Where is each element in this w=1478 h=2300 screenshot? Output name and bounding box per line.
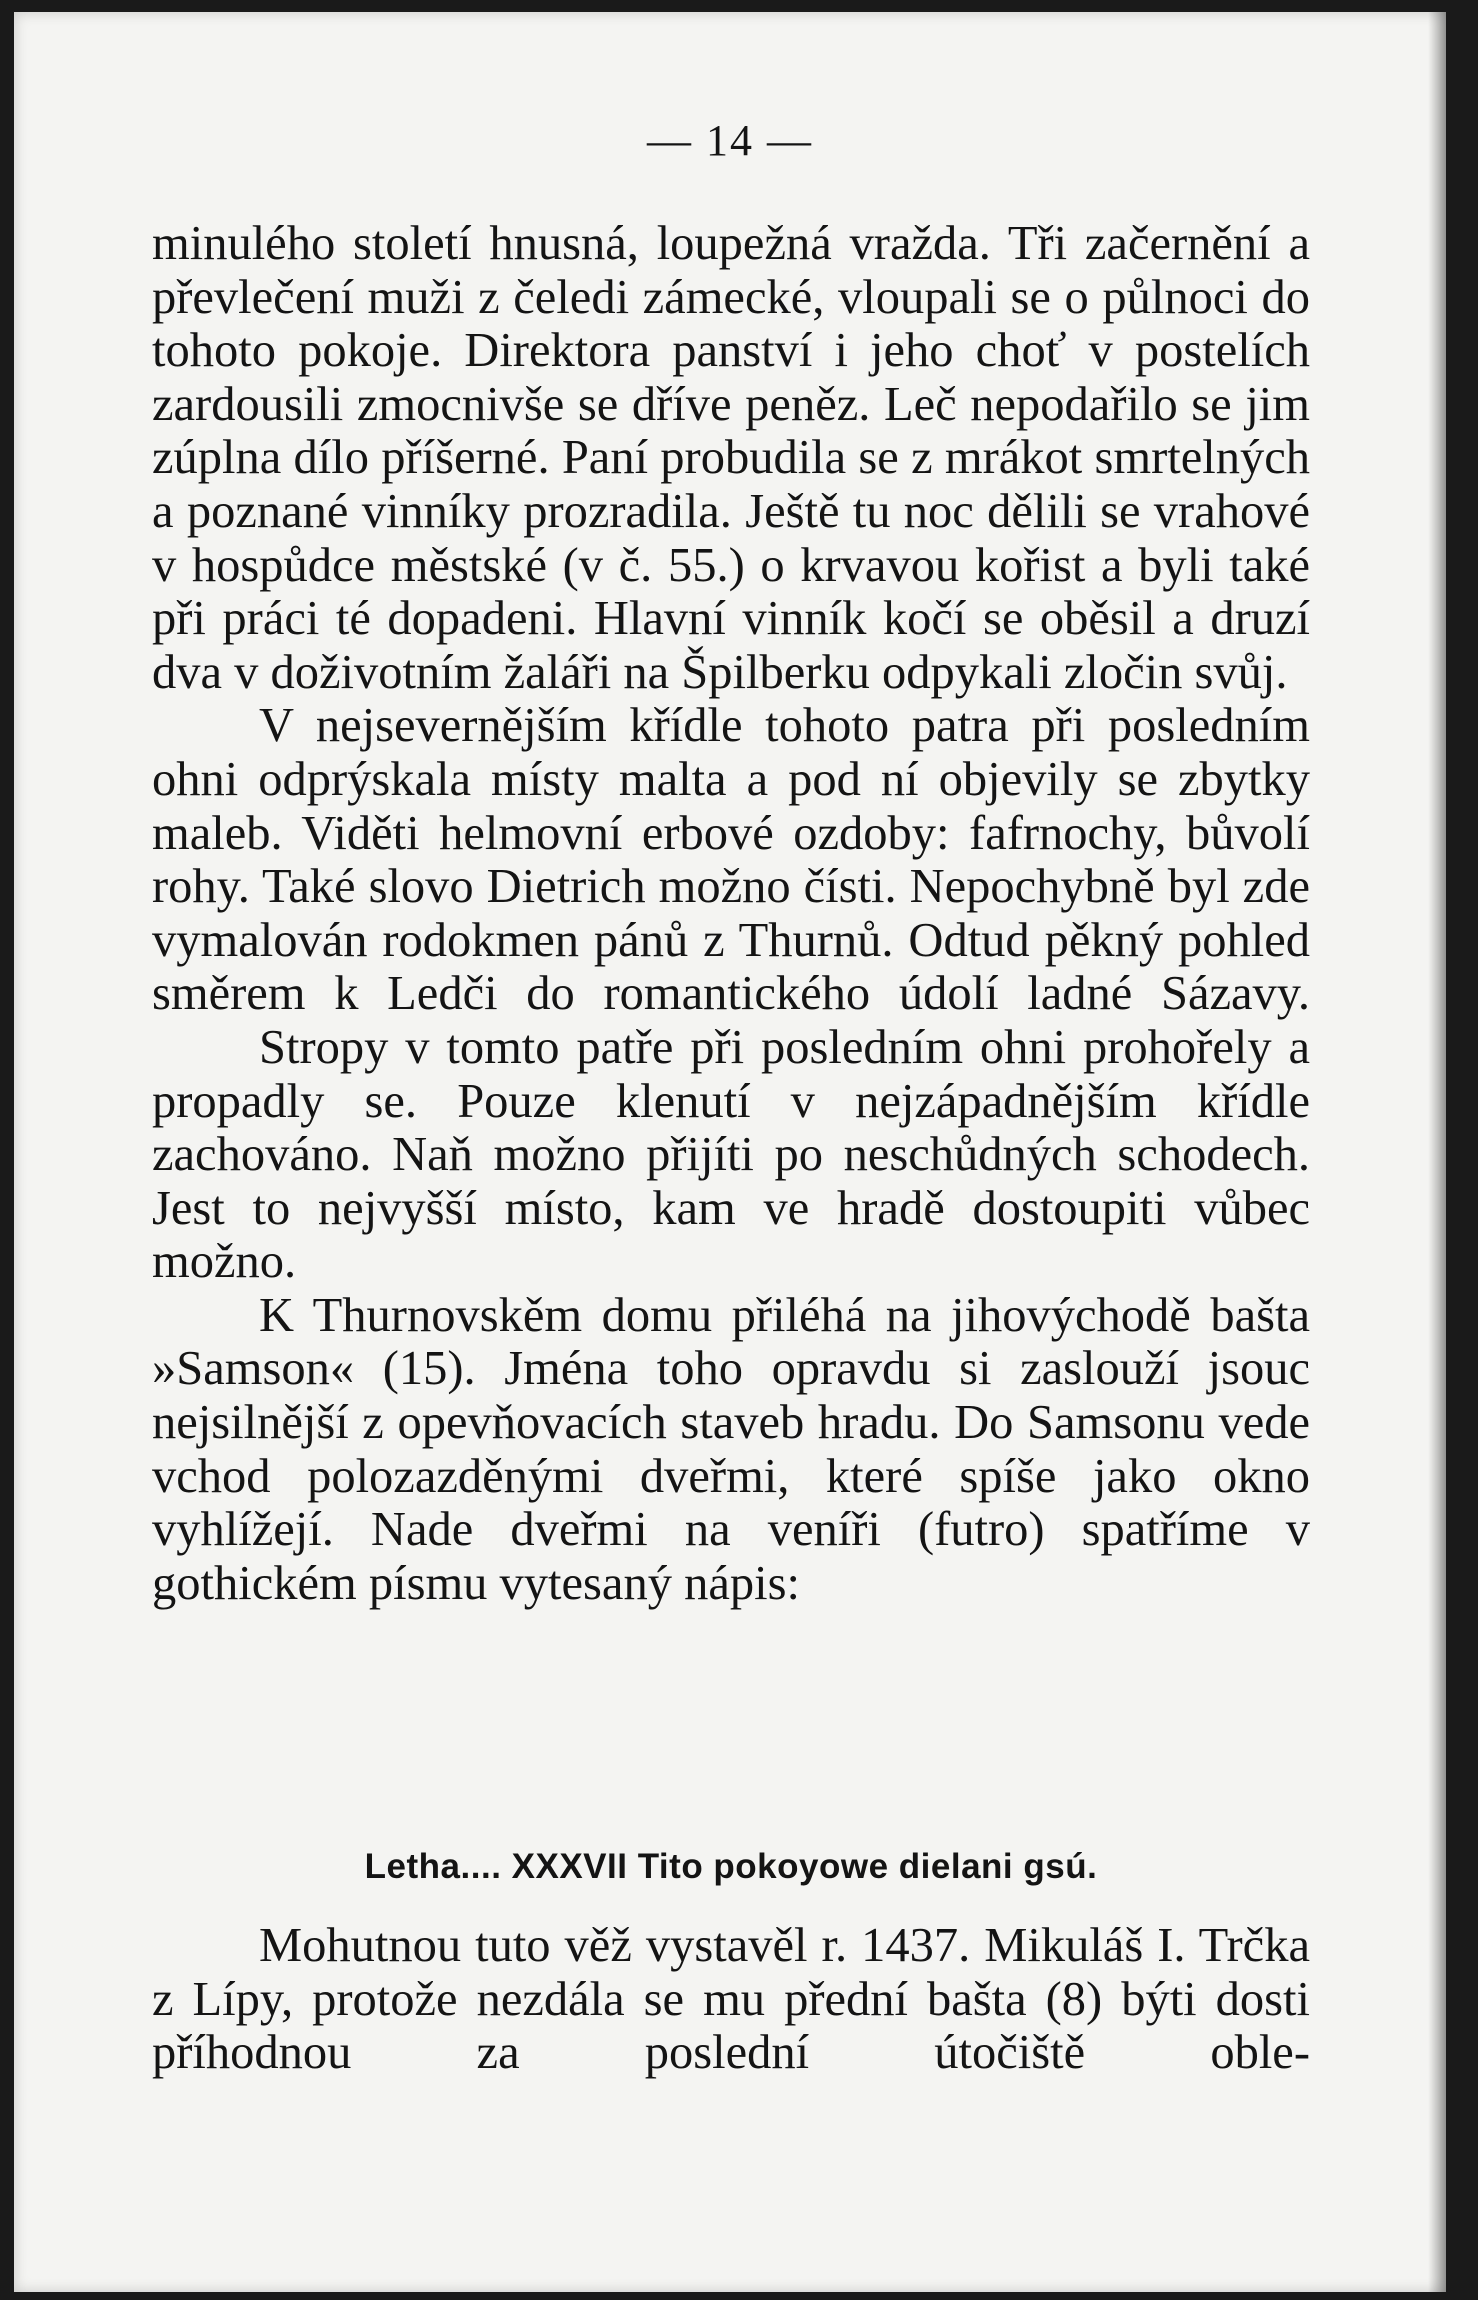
paragraph-1: minulého století hnusná, loupežná vražda. Tři začernění a převlečení muži z čeledi zámecké, vloupali se o půlnoci do tohoto pokoje. Direktora panství i jeho choť v postelích zardousili zmocnivše se dříve peněz. Leč nepodařilo se jim zúplna dílo příšerné. Paní probudila se z mrákot smrtelných a poznané vinníky prozradila. Ještě tu noc dělili se vrahové v hospůdce městské (v č. 55.) o krvavou kořist a byli také při práci té dopadeni. Hlavní vinník kočí se oběsil a druzí dva v doživotním žaláři na Špilberku odpykali zločin svůj. — [152, 217, 1310, 699]
continuation-text — [152, 1919, 1310, 2080]
paragraph-5: Mohutnou tuto věž vystavěl r. 1437. Mikuláš I. Trčka z Lípy, protože nezdála se mu přední bašta (8) býti dosti příhodnou za poslední útočiště oble- — [152, 1919, 1310, 2080]
gothic-inscription: Letha.... XXXVII Tito pokoyowe dielani gsú. — [364, 1847, 1098, 1886]
main-text — [152, 217, 1310, 1610]
paragraph-3: Stropy v tomto patře při posledním ohni prohořely a propadly se. Pouze klenutí v nejzápadnějším křídle zachováno. Naň možno přijíti po neschůdných schodech. Jest to nejvyšší místo, kam ve hradě dostoupiti vůbec možno. — [152, 1020, 1310, 1289]
paragraph-2: V nejsevernějším křídle tohoto patra při posledním ohni odprýskala místy malta a pod ní objevily se zbytky maleb. Viděti helmovní erbové ozdoby: fafrnochy, bůvolí rohy. Také slovo Dietrich možno čísti. Nepochybně byl zde vymalován rodokmen pánů z Thurnů. Odtud pěkný pohled směrem k Ledči do romantického údolí ladné Sázavy. — [152, 699, 1310, 1021]
page-edge-shadow — [1428, 12, 1446, 2292]
paragraph-4: K Thurnovskěm domu přiléhá na jihovýchodě bašta »Samson« (15). Jména toho opravdu si zaslouží jsouc nejsilnější z opevňovacích staveb hradu. Do Samsonu vede vchod polozazděnými dveřmi, které spíše jako okno vyhlížejí. Nade dveřmi na veníři (futro) spatříme v gothickém písmu vytesaný nápis: — [152, 1288, 1310, 1610]
book-page — [14, 12, 1446, 2292]
page-number: — 14 — — [647, 116, 813, 165]
